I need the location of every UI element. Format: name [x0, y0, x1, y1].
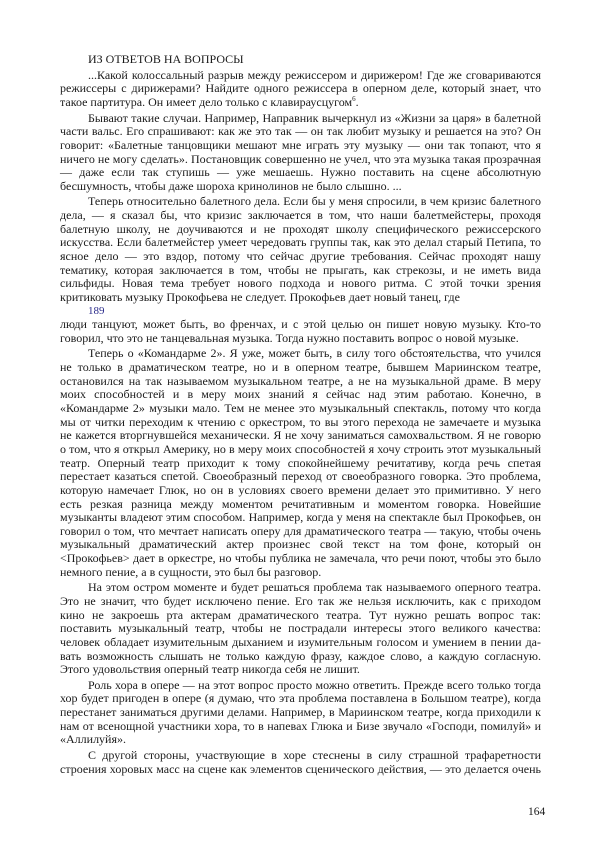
text-line: тематику, которая заключается в том, чтобы не прыгать, как стрекозы, и не иметь вида: [60, 262, 541, 277]
text-line: есть резкая разница между моментом речитативным и моментом говорка. Новейшие: [60, 496, 541, 511]
text-line: о том, что я открыл Америку, но в меру моих способностей я хочу строить этот музыкальный: [60, 441, 541, 456]
text-line: критиковать музыку Прокофьева не следует. Прокофьев дает новый танец, где: [60, 289, 460, 304]
text-line: вать возможность слышать не только каждую фразу, каждое слово, а каждую согласную.: [60, 648, 541, 663]
text-line: ясное дело — это вздор, потому что сейчас другие требования. Сейчас проходят нашу: [60, 248, 541, 263]
text-line: сильфиды. Новая тема требует нового подхода и нового ритма. С этой точки зрения: [60, 276, 541, 291]
text-line: перестанет заниматься другими делами. Например, в Мариинском театре, когда приходили к: [60, 705, 541, 720]
text-line: человек обладает изумительным дыханием и изумительным голосом и умением в пении да-: [60, 634, 541, 649]
text-line: Теперь о «Командарме 2». Я уже, может быть, в силу того обстоятельства, что учился: [88, 346, 541, 361]
text-line: строения хоровых масс на сцене как элементов сценического действия, — это делается очень: [60, 761, 541, 776]
text-line: такое партитура. Он имеет дело только с клавираусцугом$^6$.: [60, 94, 359, 109]
paragraph: [60, 347, 541, 579]
paragraph: [60, 679, 541, 747]
text-line: немного пение, а в сущности, это был бы разговор.: [60, 564, 322, 579]
page-number: 164: [528, 806, 546, 818]
text-line: остановился на так называемом музыкальном театре, а не на музыкальной драме. В меру: [60, 373, 541, 388]
text-line: Роль хора в опере — на этот вопрос просто можно ответить. Прежде всего только тогда: [88, 677, 541, 692]
text-line: режиссеры с дирижерами? Найдите одного режиссера в оперном деле, который знает, что: [60, 81, 541, 96]
paragraph: [60, 195, 541, 304]
paragraph: [60, 318, 541, 345]
text-line: С другой стороны, участвующие в хоре стеснены в силу страшной трафаретности: [88, 748, 541, 763]
text-line: театр. Оперный театр приходит к тому спокойнейшему речитативу, когда речь спетая: [60, 455, 541, 470]
text-line: Это не значит, что будет исключено пение. Его так же нельзя исключить, как с приходом: [60, 594, 541, 608]
paragraph: [60, 69, 541, 110]
text-line: кино не закроешь рта актерам драматического театра. Тут нужно решать вопрос так:: [60, 607, 541, 622]
text-line: люди танцуют, может быть, во френчах, и с этой целью он пишет новую музыку. Кто-то: [60, 317, 541, 332]
section-title: ИЗ ОТВЕТОВ НА ВОПРОСЫ: [88, 52, 244, 66]
text-line: Бывают такие случаи. Например, Направник вычеркнул из «Жизни за царя» в балетной: [88, 110, 541, 125]
text-line: балетную школу, не доучиваются и не проходят школу специфического режиссерского: [60, 221, 541, 236]
text-line: ничего не могу сделать». Постановщик совершенно не учел, что эта музыка такая прозрачная: [60, 151, 541, 166]
paragraph: [60, 112, 541, 194]
text-line: поставить музыкальный театр, чтобы не пострадали интересы этого великого качества:: [60, 621, 541, 636]
text-line: говорил, что это не танцевальная музыка. Тогда нужно поставить вопрос о новой музыке.: [60, 330, 519, 345]
text-line: бесшумность, чтобы даже шороха кринолинов не было слышно. ...: [60, 178, 402, 193]
text-line: части вальс. Его спрашивают: как же это так — он так любит музыку и решается на это? Он: [60, 124, 541, 139]
text-line: перестает казаться спетой. Своеобразный переход от своеобразного говорка. Это проблема,: [60, 469, 541, 484]
text-line: <Прокофьев> дает в оркестре, но чтобы публика не замечала, что речи поют, чтобы это было: [60, 551, 541, 566]
text-line: не кажется вторгнувшейся механически. Я не хочу заниматься самохвальством. Я не говорю: [60, 428, 541, 443]
text-line: нам от всенощной участники хора, то в напевах Глюка и Бизе звучало «Господи, помилуй» и: [60, 718, 541, 733]
text-line: На этом остром моменте и будет решаться проблема так называемого оперного театра.: [88, 580, 541, 595]
document-page: [60, 53, 541, 776]
text-line: «Командарме 2» музыки мало. Тем не менее это музыкальный спектакль, потому что когда: [60, 401, 541, 416]
text-line: моих способностей и в меру моих знаний я сейчас над этим работаю. Конечно, в: [60, 387, 541, 402]
text-line: Этого удовольствия оперный театр никогда себя не лишит.: [60, 662, 360, 677]
text-line: ...Какой колоссальный разрыв между режиссером и дирижером! Где же сговариваются: [88, 67, 541, 82]
text-line: говорит: «Балетные танцовщики мешают мне играть эту музыку — они так топают, что я: [60, 137, 541, 152]
text-line: дела, — я сказал бы, что кризис заключается в том, что наши балетмейстеры, проходя: [60, 208, 541, 223]
text-line: — даже если так ступишь — уже мешаешь. Нужно поставить на сцене абсолютную: [60, 165, 541, 180]
source-page-marker: 189: [88, 304, 105, 317]
footnote-ref: 6: [352, 94, 356, 103]
text-line: музыкальный драматический актер произнес свой текст на том фоне, который он: [60, 537, 541, 552]
text-line: хор будет пригоден в опере (я думаю, что эта проблема поставлена в Большом театре), когда: [60, 691, 541, 706]
text-line: музыканты владеют этим способом. Например, когда у меня на спектакле был Прокофьев, он: [60, 510, 541, 525]
text-line: Теперь относительно балетного дела. Если бы у меня спросили, в чем кризис балетного: [88, 194, 541, 209]
paragraph: [60, 581, 541, 676]
text-line: мы от читки переходим к чтению с оркестром, то вы этого перехода не замечаете и музыка: [60, 414, 541, 429]
text-line: которую намечает Глюк, но он в условиях своего времени делает это примитивно. У него: [60, 482, 541, 497]
text-line: искусства. Если балетмейстер умеет чередовать группы так, как это делал старый Петипа, то: [60, 235, 541, 250]
text-line: не только в драматическом театре, но и в оперном театре, бывшем Мариинском театре,: [60, 360, 541, 375]
text-line: «Аллилуйя».: [60, 732, 126, 747]
document-body: [60, 69, 541, 777]
paragraph: [60, 749, 541, 776]
text-line: говорил о том, что мечтает написать оперу для драматического театра — такую, чтобы очень: [60, 523, 541, 538]
